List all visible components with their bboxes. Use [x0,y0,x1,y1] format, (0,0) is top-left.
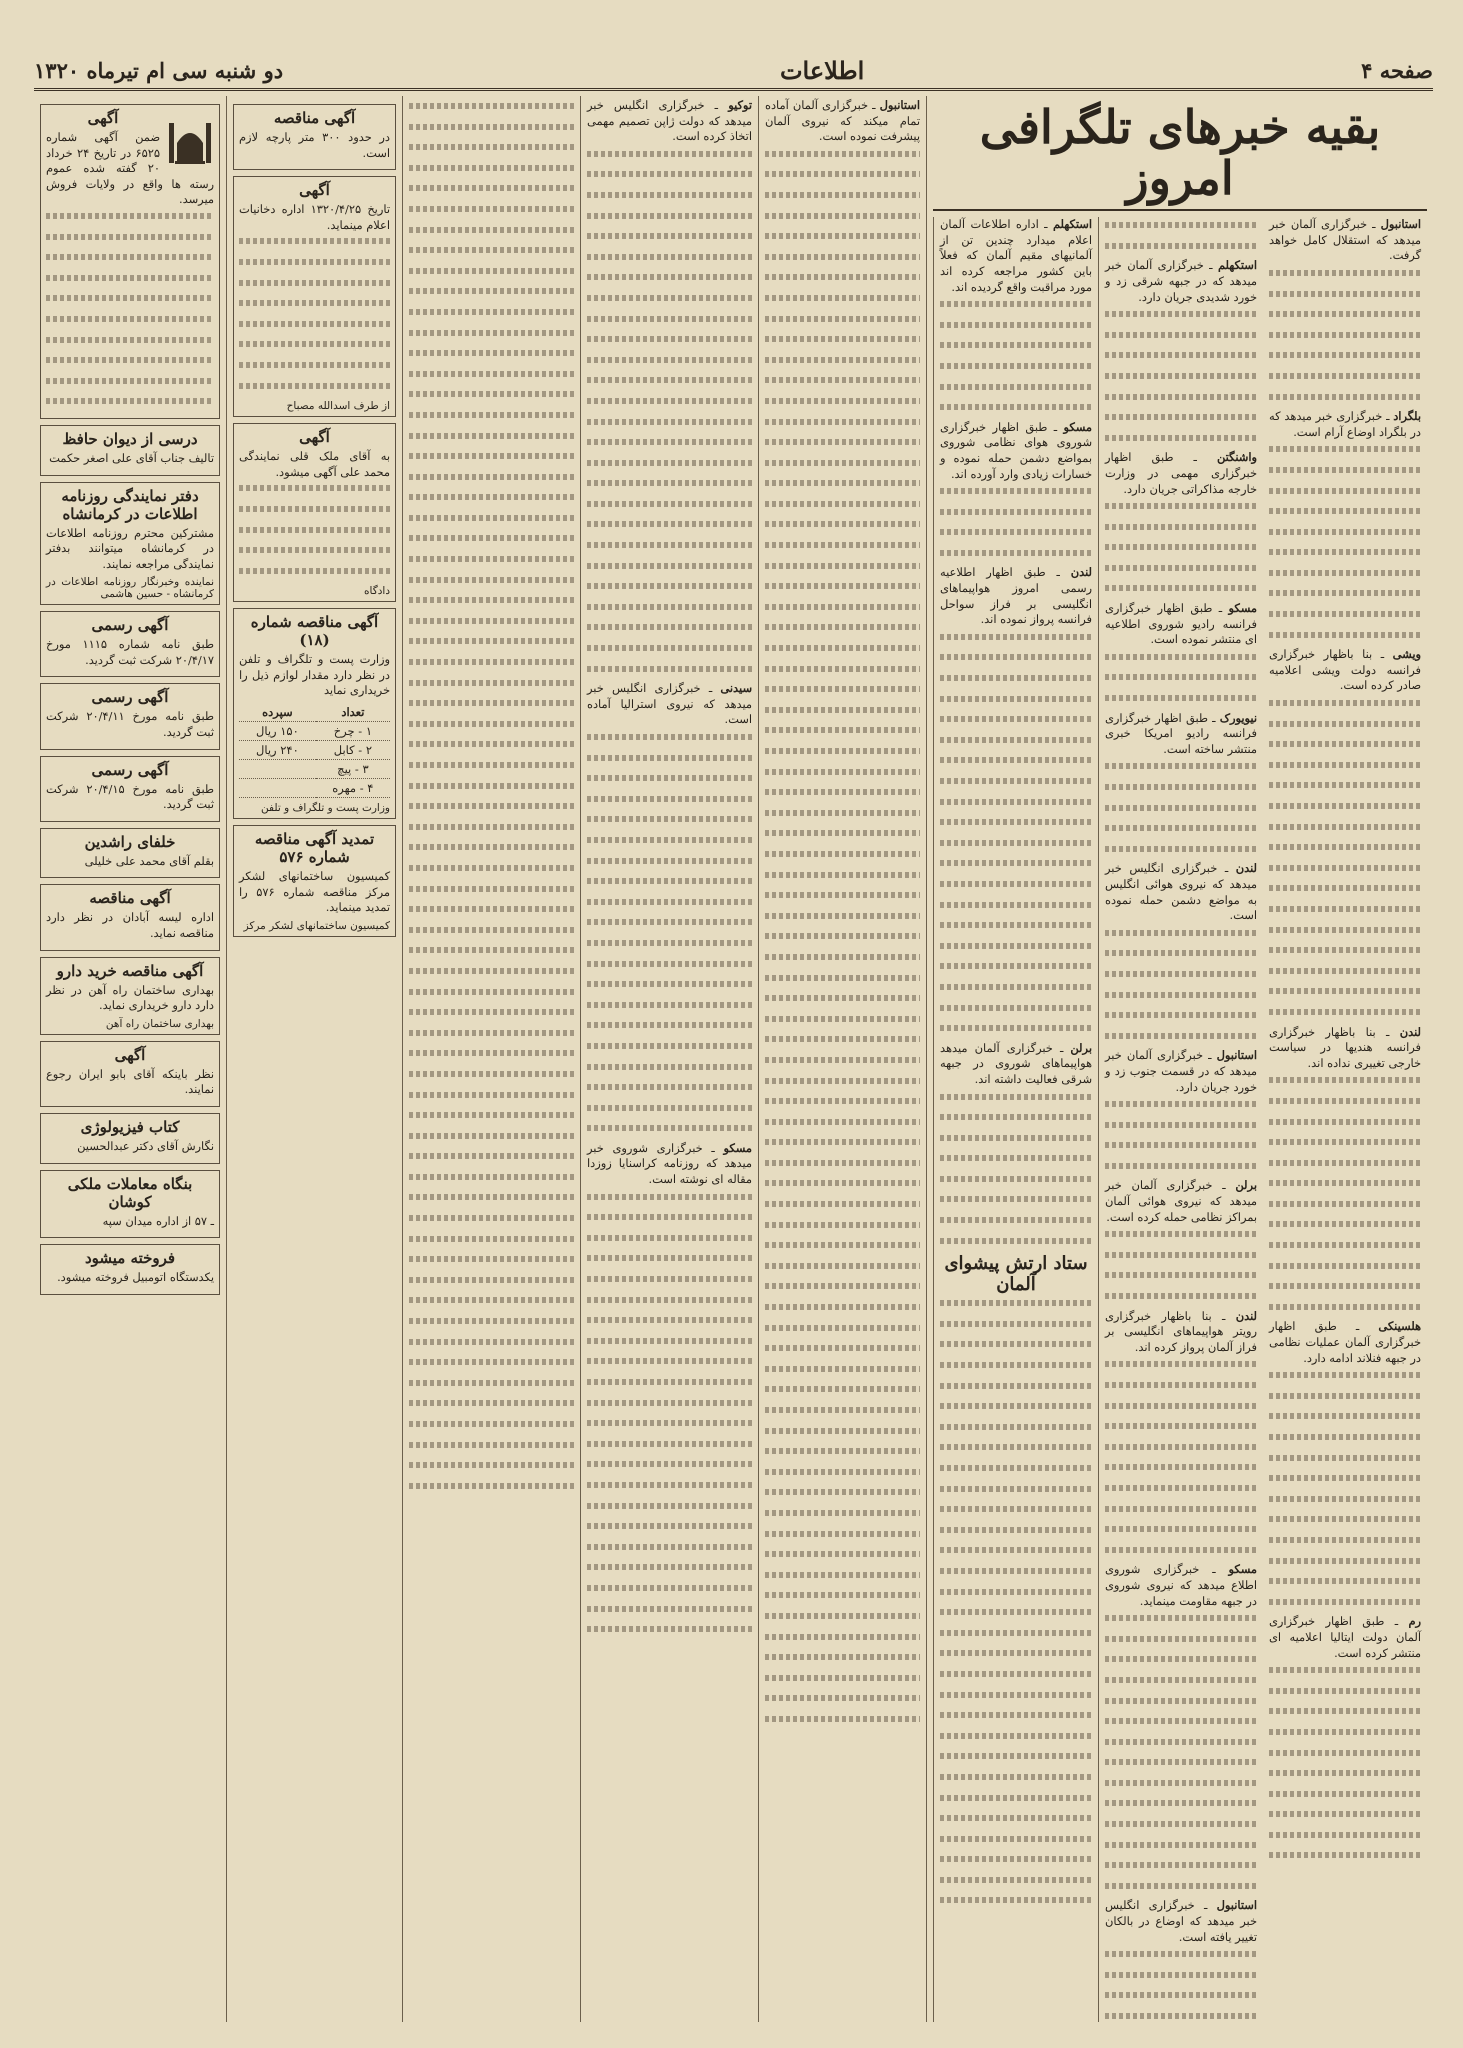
ad-signature: نماینده وخبرنگار روزنامه اطلاعات در کرمانشاه - حسین هاشمی [46,576,214,601]
ad-signature: دادگاه [364,585,390,598]
ad-text: طبق نامه مورخ ۲۰/۴/۱۵ شرکت ثبت گردید. [46,781,214,812]
subcolumn-1 [933,217,1098,2022]
news-moscow-4 [587,1141,752,1188]
news-stockholm-2 [1105,258,1257,305]
dateline: مسکو [1228,601,1257,616]
news-text: ـ خبرگزاری آلمان خبر میدهد که نیروی هوائی آلمان بمراکز نظامی حمله کرده است. [1105,1178,1257,1224]
text-lines [587,1194,752,1642]
ad-title: درسی از دیوان حافظ [62,429,198,448]
text-lines [1105,1951,1257,2022]
news-washington [1105,450,1257,497]
news-text: ـ خبرگزاری انگلیس خبر میدهد که نیروی استرالیا آماده است. [587,681,752,727]
dateline: استکهلم [1217,258,1257,273]
ad-forukhte [40,1244,220,1295]
ad-monaqese-2 [233,104,396,170]
news-text: ـ خبرگزاری آلمان میدهد هواپیماهای شوروی در جبهه شرقی فعالیت داشته اند. [940,1040,1092,1086]
news-london-3 [1105,1309,1257,1356]
column-3 [402,96,580,2022]
dateline: استانبول [879,98,920,112]
dateline: استانبول [1380,217,1422,232]
text-lines [587,151,752,681]
ad-text: نگارش آقای دکتر عبدالحسین [77,1139,214,1153]
ad-text: تالیف جناب آقای علی اصغر حکمت [49,450,214,465]
text-lines [46,213,214,414]
news-istanbul-1 [1105,1048,1257,1095]
dateline: مسکو [1063,419,1092,434]
ad-title: آگهی مناقصه [89,889,171,908]
news-text: ـ خبرگزاری آلمان خبر میدهد که در جبهه شرقی زد و خورد شدیدی جریان دارد. [1105,258,1257,304]
ad-text: به آقای ملک قلی نمایندگی محمد علی آگهی میشود. [239,449,390,479]
ad-signature: بهداری ساختمان راه آهن [105,1017,214,1030]
col-item: تعداد [316,703,390,722]
dateline: استانبول [1216,1898,1257,1913]
ad-subtitle: وزارت پست و تلگراف و تلفن در نظر دارد مقدار لوازم ذیل را خریداری نماید [239,652,390,698]
text-lines [940,1300,1092,1913]
ad-text: طبق نامه مورخ ۲۰/۴/۱۱ شرکت ثبت گردید. [46,709,214,740]
news-london-1 [940,565,1092,627]
dateline: لندن [1235,1308,1257,1323]
ad-physics [40,1113,220,1164]
ad-title: آگهی مناقصه خرید دارو [56,961,204,980]
table-row: ۱ - چرخ ۱۵۰ ریال [239,722,390,741]
news-text: ـ خبرگزاری آلمان خبر میدهد که استقلال کامل خواهد گرفت. [1269,217,1421,263]
table-row: ۲ - کابل ۲۴۰ ریال [239,741,390,760]
ad-text: بقلم آقای محمد علی خلیلی [84,853,214,868]
text-lines [1269,270,1421,409]
ad-title: کتاب فیزیولوژی [80,1118,180,1136]
text-lines [1105,1615,1257,1898]
text-lines [1105,930,1257,1049]
column-telegraph-news [926,96,1433,2022]
dateline: واشنگتن [1216,450,1257,465]
ad-signature: کمیسیون ساختمانهای لشکر مرکز [243,919,390,932]
ad-koushan [40,1170,220,1239]
column-2-ads [226,96,402,2022]
ad-text: بهداری ساختمان راه آهن در نظر دارد دارو خریداری نماید. [46,982,214,1013]
text-lines [409,103,574,1498]
news-text: ـ طبق اظهار خبرگزاری مهمی در وزارت خارجه مذاکراتی جریان دارد. [1105,450,1257,496]
dateline: بلگراد [1393,409,1421,424]
news-text: ـ بنا باظهار خبرگزاری رویتر هواپیماهای انگلیسی بر فراز آلمان پرواز کرده اند. [1105,1308,1257,1354]
ad-text: تاریخ ۱۳۲۰/۴/۲۵ اداره دخانیات اعلام مینماید. [239,202,390,232]
column-1-ads [34,96,226,2022]
page-label: صفحه ۴ [1361,57,1433,83]
col-deposit: سپرده [239,703,316,722]
news-belgrade [1269,409,1421,440]
ad-daru [40,957,220,1035]
news-text: ـ خبرگزاری آلمان خبر میدهد که در قسمت جنوب زد و خورد جریان دارد. [1105,1048,1257,1094]
news-text: ـ خبرگزاری انگلیس خبر میدهد که اوضاع در بالکان تغییر یافته است. [1105,1898,1257,1944]
text-lines [1105,1231,1257,1308]
text-lines [1105,654,1257,711]
ad-rasmi-2 [40,683,220,749]
ad-title: آگهی رسمی [91,760,169,779]
ad-rasmi-3 [40,756,220,822]
text-lines [587,734,752,1141]
dateline: مسکو [723,1140,752,1155]
headline: بقیه خبرهای تلگرافی امروز [933,102,1427,211]
ad-title: آگهی مناقصه شماره (۱۸) [250,613,379,650]
text-lines [1105,763,1257,861]
news-text: ـ بنا باظهار خبرگزاری فرانسه هندیها در سیاست خارجی تغییری نداده اند. [1269,1024,1421,1070]
news-sydney [587,681,752,728]
ad-signature: از طرف اسدالله مصباح [286,400,390,413]
subcolumn-3 [1263,217,1427,2022]
news-text: ـ طبق اظهار خبرگزاری آلمان دولت ایتالیا اعلامیه ای منتشر کرده است. [1269,1614,1421,1660]
text-lines [1269,1077,1421,1319]
ad-text: اداره لیسه آبادان در نظر دارد مناقصه نماید. [46,910,214,941]
table-row: ۳ - پیچ [239,760,390,779]
news-text: ـ بنا باظهار خبرگزاری فرانسه دولت ویشی اعلامیه صادر کرده است. [1269,647,1421,693]
ad-title: بنگاه معاملات ملکی کوشان [67,1174,193,1211]
ad-title: آگهی مناقصه [273,109,356,127]
news-text: ـ خبرگزاری شوروی اطلاع میدهد که نیروی شوروی در جبهه مقاومت مینماید. [1105,1562,1257,1608]
text-lines [765,151,920,1732]
dateline: لندن [1399,1024,1421,1039]
news-moscow-3 [1105,1562,1257,1609]
ad-agahi-court [233,423,396,602]
ad-text: مشترکین محترم روزنامه اطلاعات در کرمانشاه میتوانند بدفتر نمایندگی مراجعه نمایند. [46,525,214,571]
table-row: ۴ - مهره [239,779,390,798]
ad-title: آگهی [299,181,330,200]
ad-text: در حدود ۳۰۰ متر پارچه لازم است. [239,130,390,160]
text-lines [1105,503,1257,601]
column-5 [758,96,926,2022]
text-lines [1269,1667,1421,1868]
columns [34,96,1433,2022]
ad-text: ضمن آگهی شماره ۶۵۲۵ در تاریخ ۲۴ خرداد ۲۰ گفته شده عموم رسته ها واقع در ولایات فروش میرسد. [46,130,214,207]
news-rome [1269,1614,1421,1661]
ad-title: آگهی رسمی [91,616,169,635]
ad-signature: وزارت پست و تلگراف و تلفن [261,802,390,815]
masthead [34,52,1433,91]
text-lines [940,301,1092,420]
news-istanbul-4 [1269,217,1421,264]
dateline: سیدنی [720,681,752,696]
text-lines [940,634,1092,1041]
ad-rashedin [40,828,220,879]
paper-name: اطلاعات [779,55,865,85]
news-london-2 [1105,861,1257,923]
ad-title: آگهی [114,1045,146,1064]
dateline: مسکو [1228,1562,1257,1577]
mosque-emblem-icon [167,113,213,165]
news-berlin-1 [940,1041,1092,1088]
ad-title: تمدید آگهی مناقصه شماره ۵۷۶ [254,830,375,867]
news-text: ـ طبق اظهار خبرگزاری شوروی هوای نظامی شوروی بمواضع دشمن حمله نموده و خسارات زیادی وارد آورده اند. [940,419,1092,481]
ad-monaqese-1 [40,884,220,950]
dateline: نیویورک [1219,710,1257,725]
text-lines [1269,446,1421,647]
ad-divan [40,425,220,476]
news-moscow-2 [1105,601,1257,648]
date-line: دو شنبه سی ام تیرماه ۱۳۲۰ [34,57,284,83]
mosque-emblem [166,111,214,165]
dateline: استانبول [1216,1048,1258,1063]
ad-text: یکدستگاه اتومبیل فروخته میشود. [57,1270,214,1285]
news-text: ـ طبق اظهار خبرگزاری آلمان عملیات نظامی در جبهه فنلاند ادامه دارد. [1269,1319,1421,1365]
ad-tender-576 [233,825,396,937]
news-text: ـ خبرگزاری خبر میدهد که در بلگراد اوضاع آرام است. [1269,409,1421,439]
news-text: ـ طبق اظهار اطلاعیه رسمی امروز هواپیماهای انگلیسی بر فراز سواحل فرانسه پرواز نموده اند. [940,565,1092,627]
text-lines [1105,311,1257,450]
ad-tender-18 [233,608,396,819]
news-helsinki [1269,1319,1421,1366]
staff-head: ستاد ارتش پیشوای آلمان [944,1253,1088,1296]
text-lines [940,1094,1092,1254]
dateline: برلن [1070,1040,1092,1055]
ad-title: آگهی رسمی [91,688,169,707]
news-text: ـ طبق اظهار خبرگزاری فرانسه رادیو امریکا خبری منتشر ساخته است. [1105,710,1257,756]
news-text: ـ خبرگزاری انگلیس خبر میدهد که نیروی هوائی انگلیس به مواضع دشمن حمله نموده است. [1105,861,1257,923]
ad-text: ـ ۵۷ از اداره میدان سپه [102,1213,214,1228]
text-lines [239,238,390,398]
news-istanbul-2 [1105,1898,1257,1945]
ad-rasmi-1 [40,611,220,677]
ad-title: فروخته میشود [84,1249,176,1268]
ad-text: طبق نامه شماره ۱۱۱۵ مورخ ۲۰/۴/۱۷ شرکت ثبت گردید. [46,637,214,667]
column-4 [580,96,758,2022]
text-lines [1105,222,1257,258]
text-lines [1269,700,1421,1025]
tender-table [239,703,390,798]
dateline: برلن [1235,1178,1257,1193]
dateline: استکهلم [1052,217,1092,232]
text-lines [1105,1361,1257,1562]
news-text: ـ خبرگزاری آلمان آماده تمام میکند که نیروی آلمان پیشرفت نموده است. [765,98,920,144]
dateline: لندن [1235,861,1257,876]
news-tokyo [587,98,752,145]
news-vichy [1269,647,1421,694]
ad-text: نظر باینکه آقای بابو ایران رجوع نمایند. [46,1066,214,1097]
news-newyork [1105,711,1257,758]
news-text: ـ طبق اظهار خبرگزاری فرانسه رادیو شوروی اطلاعیه ای منتشر نموده است. [1105,601,1257,647]
dateline: لندن [1070,565,1092,580]
subcolumn-2 [1098,217,1263,2022]
dateline: ویشی [1392,647,1421,662]
ad-text: کمیسیون ساختمانهای لشکر مرکز مناقصه شماره ۵۷۶ را تمدید مینماید. [239,869,390,915]
dateline: هلسینکی [1378,1319,1421,1334]
dateline: توکیو [728,98,752,112]
news-text: ـ اداره اطلاعات آلمان اعلام میدارد چندین تن از آلمانیهای مقیم آلمان که فعلاً باین کشور مراجعه کرده اند مورد مراقبت واقع گردیده اند. [940,217,1092,294]
news-stockholm-1 [940,217,1092,295]
text-lines [1269,1372,1421,1614]
news-berlin-2 [1105,1178,1257,1225]
ad-title: آگهی [87,109,119,127]
ad-title: خلفای راشدین [84,832,176,851]
ad-title: دفتر نمایندگی روزنامه اطلاعات در کرمانشاه [61,486,199,523]
ad-agahi-small [40,1041,220,1107]
text-lines [239,485,390,583]
ad-kermanshah [40,482,220,606]
text-lines [1105,1101,1257,1178]
news-text: ـ خبرگزاری شوروی خبر میدهد که روزنامه کراسنایا زوزدا مقاله ای نوشته است. [587,1140,752,1187]
news-london-4 [1269,1025,1421,1072]
text-lines [940,488,1092,565]
ad-agahi-mid [233,176,396,417]
news-istanbul-3 [765,98,920,145]
news-text: ـ خبرگزاری انگلیس خبر میدهد که دولت ژاپن تصمیم مهمی اتخاذ کرده است. [587,98,752,144]
dateline: رم [1408,1614,1421,1629]
ad-title: آگهی [299,428,330,447]
news-moscow-1 [940,420,1092,482]
ad-top [40,104,220,419]
